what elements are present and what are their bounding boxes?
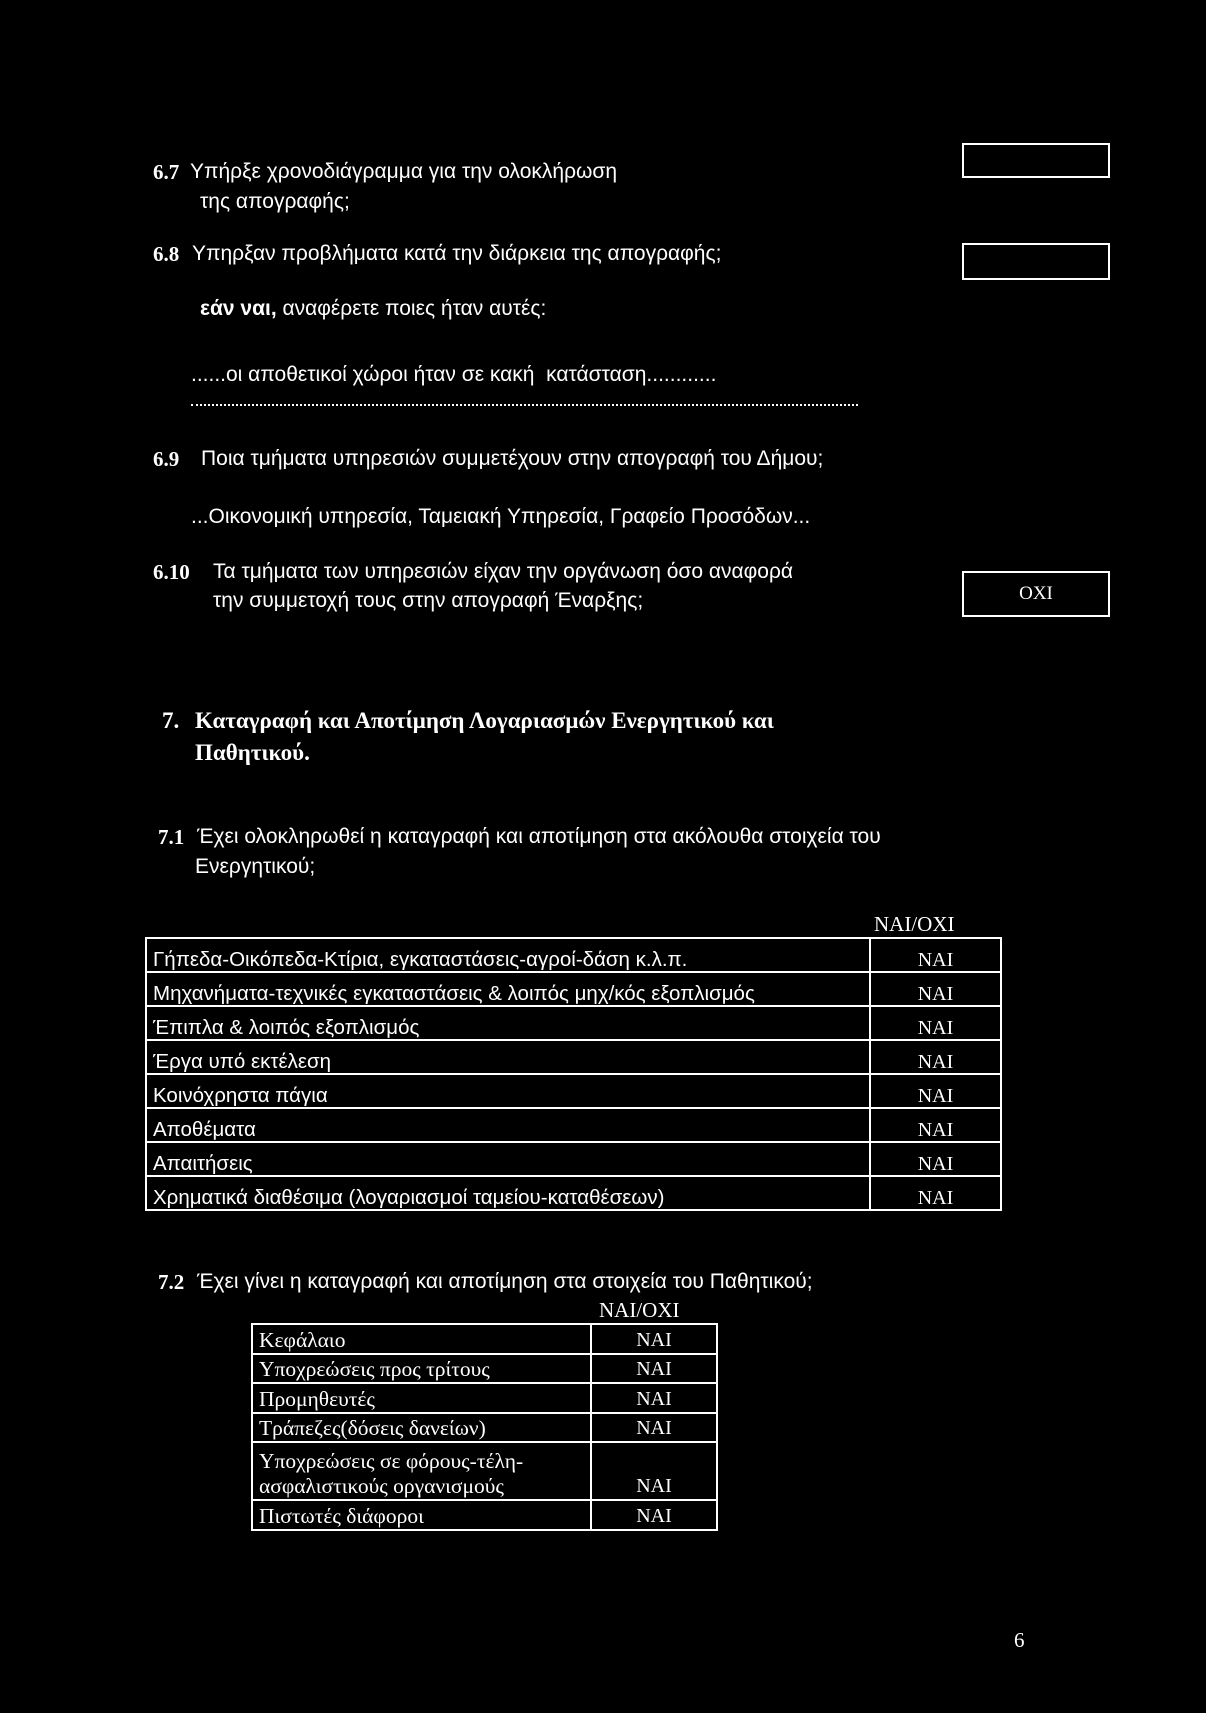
- question-6-8-followup-text: αναφέρετε ποιες ήταν αυτές:: [282, 297, 547, 320]
- table-cell-item: Έπιπλα & λοιπός εξοπλισμός: [146, 1006, 870, 1040]
- table-cell-item: Χρηματικά διαθέσιμα (λογαριασμοί ταμείου-καταθέσεων): [146, 1176, 870, 1210]
- table-cell-answer: ΝΑΙ: [591, 1324, 717, 1354]
- question-6-9-number: 6.9: [153, 447, 180, 471]
- table-row: [252, 1442, 717, 1500]
- question-6-8-answer: ......οι αποθετικοί χώροι ήταν σε κακή κατάσταση............: [191, 363, 717, 386]
- table-cell-answer: ΝΑΙ: [591, 1500, 717, 1530]
- table-cell-item: Κοινόχρηστα πάγια: [146, 1074, 870, 1108]
- table-cell-item: Μηχανήματα-τεχνικές εγκαταστάσεις & λοιπός μηχ/κός εξοπλισμός: [146, 972, 870, 1006]
- table-row: [252, 1354, 717, 1384]
- table-row: [252, 1324, 717, 1354]
- section-7-title-line2: Παθητικού.: [195, 740, 310, 765]
- assets-table-column-header: ΝΑΙ/ΟΧΙ: [874, 912, 955, 936]
- table-row: [146, 938, 1001, 972]
- table-cell-answer: ΝΑΙ: [591, 1354, 717, 1384]
- dotted-answer-line: [191, 404, 858, 406]
- question-7-1-text: Έχει ολοκληρωθεί η καταγραφή και αποτίμηση στα ακόλουθα στοιχεία του: [197, 825, 881, 848]
- question-7-2-text: Έχει γίνει η καταγραφή και αποτίμηση στα στοιχεία του Παθητικού;: [197, 1270, 813, 1293]
- question-6-9-text: Ποια τμήματα υπηρεσιών συμμετέχουν στην απογραφή του Δήμου;: [201, 447, 824, 470]
- assets-table: [145, 937, 1002, 1211]
- question-6-8-followup: [200, 297, 546, 321]
- table-cell-answer: ΝΑΙ: [870, 1142, 1001, 1176]
- table-cell-answer: ΝΑΙ: [591, 1383, 717, 1413]
- table-cell-answer: ΝΑΙ: [870, 972, 1001, 1006]
- table-row: [146, 1142, 1001, 1176]
- question-6-10-text: Τα τμήματα των υπηρεσιών είχαν την οργάνωση όσο αναφορά: [213, 560, 794, 583]
- table-row: [146, 1108, 1001, 1142]
- question-6-7-text-line2: της απογραφής;: [200, 190, 350, 213]
- table-row: [146, 972, 1001, 1006]
- question-7-1-number: 7.1: [158, 825, 185, 849]
- question-6-7-text: Υπήρξε χρονοδιάγραμμα για την ολοκλήρωση: [190, 160, 618, 183]
- table-cell-answer: ΝΑΙ: [591, 1442, 717, 1500]
- table-cell-item: Υποχρεώσεις προς τρίτους: [252, 1354, 591, 1384]
- page-number: 6: [1014, 1628, 1025, 1652]
- table-cell-item: Προμηθευτές: [252, 1383, 591, 1413]
- table-row: [146, 1176, 1001, 1210]
- question-7-2-number: 7.2: [158, 1270, 185, 1294]
- table-cell-answer: ΝΑΙ: [870, 1074, 1001, 1108]
- table-cell-item: Έργα υπό εκτέλεση: [146, 1040, 870, 1074]
- question-6-8-text: Υπηρξαν προβλήματα κατά την διάρκεια της απογραφής;: [192, 242, 722, 265]
- question-6-10-text-line2: την συμμετοχή τους στην απογραφή Έναρξης;: [213, 589, 644, 612]
- question-6-8-number: 6.8: [153, 242, 180, 266]
- table-row: [146, 1074, 1001, 1108]
- question-6-7-answer-box: [962, 143, 1110, 178]
- table-cell-item: Απαιτήσεις: [146, 1142, 870, 1176]
- question-6-8-answer-box: [962, 243, 1110, 280]
- table-cell-item: Αποθέματα: [146, 1108, 870, 1142]
- question-6-8-followup-bold: εάν ναι,: [200, 297, 277, 320]
- table-row: [252, 1413, 717, 1443]
- table-row: [252, 1383, 717, 1413]
- table-cell-answer: ΝΑΙ: [870, 1006, 1001, 1040]
- table-cell-item: Γήπεδα-Οικόπεδα-Κτίρια, εγκαταστάσεις-αγροί-δάση κ.λ.π.: [146, 938, 870, 972]
- question-6-7-number: 6.7: [153, 160, 180, 184]
- table-cell-answer: ΝΑΙ: [591, 1413, 717, 1443]
- question-6-10-answer-box: [962, 571, 1110, 617]
- table-cell-answer: ΝΑΙ: [870, 1108, 1001, 1142]
- table-cell-answer: ΝΑΙ: [870, 938, 1001, 972]
- table-cell-item: Κεφάλαιο: [252, 1324, 591, 1354]
- liabilities-table-column-header: ΝΑΙ/ΟΧΙ: [599, 1298, 680, 1322]
- table-row: [146, 1006, 1001, 1040]
- table-cell-item-line2: ασφαλιστικούς οργανισμούς: [259, 1474, 504, 1498]
- liabilities-table: [251, 1323, 718, 1531]
- question-6-10-number: 6.10: [153, 560, 190, 584]
- table-cell-item: Τράπεζες(δόσεις δανείων): [252, 1413, 591, 1443]
- question-6-10-answer: ΟΧΙ: [1019, 583, 1053, 604]
- table-cell-item: [252, 1442, 591, 1500]
- table-cell-item: Πιστωτές διάφοροι: [252, 1500, 591, 1530]
- section-7-title: Καταγραφή και Αποτίμηση Λογαριασμών Ενεργητικού και: [195, 708, 774, 733]
- section-7-number: 7.: [162, 708, 180, 733]
- table-cell-answer: ΝΑΙ: [870, 1176, 1001, 1210]
- question-6-9-answer: ...Οικονομική υπηρεσία, Ταμειακή Υπηρεσία, Γραφείο Προσόδων...: [191, 505, 811, 528]
- table-row: [252, 1500, 717, 1530]
- table-cell-answer: ΝΑΙ: [870, 1040, 1001, 1074]
- question-7-1-text-line2: Ενεργητικού;: [195, 855, 316, 878]
- table-cell-item-line1: Υποχρεώσεις σε φόρους-τέλη-: [259, 1449, 524, 1473]
- table-row: [146, 1040, 1001, 1074]
